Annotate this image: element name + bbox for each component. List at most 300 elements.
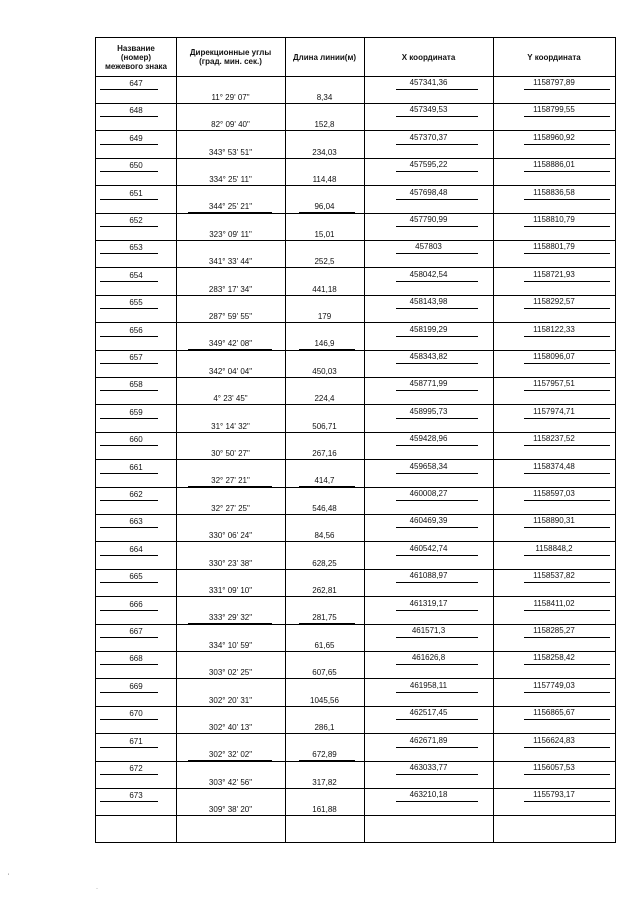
underline [396, 390, 478, 391]
underline [396, 610, 478, 611]
row-divider [96, 158, 615, 159]
underline [188, 596, 272, 597]
underline [100, 336, 158, 337]
sign-number: 655 [129, 298, 143, 308]
row-divider [96, 569, 615, 570]
underline [299, 815, 355, 816]
underline [524, 637, 610, 638]
row-divider [96, 678, 615, 679]
y-coordinate: 1158801,79 [533, 242, 575, 252]
direction-angle: 32° 27' 21" [211, 476, 250, 486]
underline [396, 555, 478, 556]
y-coordinate: 1156624,83 [533, 735, 575, 745]
sign-number: 659 [129, 407, 143, 417]
direction-angle: 343° 53' 51" [208, 147, 253, 157]
underline [188, 651, 272, 652]
row-divider [96, 788, 615, 789]
header-length-text: Длина линии(м) [292, 52, 357, 62]
underline [188, 486, 272, 487]
y-coordinate: 1158890,31 [533, 516, 575, 526]
direction-angle: 334° 25' 11" [209, 174, 252, 184]
underline [524, 363, 610, 364]
underline [396, 199, 478, 200]
underline [100, 445, 158, 446]
direction-angle: 309° 38' 20" [208, 805, 253, 815]
header-angle-text: Дирекционные углы (град. мин. сек.) [189, 48, 272, 66]
y-coordinate: 1157749,03 [533, 680, 575, 690]
sign-number: 654 [129, 270, 143, 280]
direction-angle: 4° 23' 45" [213, 394, 248, 404]
y-coordinate: 1158721,93 [533, 269, 575, 279]
y-coordinate: 1158411,02 [533, 598, 575, 608]
row-divider [96, 267, 615, 268]
direction-angle: 303° 42' 56" [208, 777, 253, 787]
underline [188, 760, 272, 761]
underline [299, 267, 355, 268]
underline [396, 445, 478, 446]
underline [299, 295, 355, 296]
underline [100, 582, 158, 583]
sign-number: 651 [129, 188, 143, 198]
underline [396, 692, 478, 693]
line-length: 8,34 [316, 92, 333, 102]
y-coordinate: 1155793,17 [533, 790, 575, 800]
line-length: 450,03 [312, 366, 337, 376]
row-divider [96, 624, 615, 625]
header-x-text: X координата [401, 52, 456, 62]
underline [100, 801, 158, 802]
sign-number: 660 [129, 435, 143, 445]
direction-angle: 323° 09' 11" [209, 229, 252, 239]
x-coordinate: 458343,82 [409, 352, 448, 361]
direction-angle: 32° 27' 25" [211, 503, 250, 513]
line-length: 286,1 [314, 722, 335, 732]
y-coordinate: 1158292,57 [533, 297, 575, 307]
row-divider [96, 103, 615, 104]
header-sign-text: Название (номер) межевого знака [104, 43, 168, 71]
direction-angle: 302° 20' 31" [208, 695, 253, 705]
sign-number: 649 [129, 133, 143, 143]
x-coordinate: 459658,34 [409, 461, 448, 471]
underline [299, 377, 355, 378]
sign-number: 666 [129, 599, 143, 609]
underline [396, 801, 478, 802]
sign-number: 658 [129, 380, 143, 390]
underline [188, 103, 272, 104]
sign-number: 665 [129, 572, 143, 582]
direction-angle: 11° 29' 07" [211, 92, 250, 102]
header-sign [96, 38, 176, 76]
x-coordinate: 463210,18 [409, 790, 448, 800]
x-coordinate: 458143,98 [409, 297, 448, 307]
sign-number: 657 [129, 353, 143, 362]
underline [524, 555, 610, 556]
sign-number: 664 [129, 544, 143, 554]
underline [396, 473, 478, 474]
underline [396, 171, 478, 172]
y-coordinate: 1158537,82 [533, 571, 575, 581]
underline [100, 308, 158, 309]
y-coordinate: 1158799,55 [533, 105, 575, 115]
line-length: 607,65 [312, 668, 337, 678]
direction-angle: 330° 06' 24" [208, 531, 253, 541]
x-coordinate: 461319,17 [409, 598, 448, 608]
underline [188, 541, 272, 542]
underline [524, 527, 610, 528]
underline [299, 432, 355, 433]
direction-angle: 303° 02' 25" [208, 668, 253, 678]
underline [299, 788, 355, 789]
header-y-text: Y координата [527, 52, 581, 62]
underline [100, 692, 158, 693]
underline [299, 404, 355, 405]
row-divider [96, 213, 615, 214]
underline [299, 486, 355, 487]
row-divider [96, 130, 615, 131]
underline [100, 363, 158, 364]
x-coordinate: 457790,99 [409, 215, 448, 224]
underline [524, 199, 610, 200]
underline [524, 664, 610, 665]
row-divider [96, 295, 615, 296]
x-coordinate: 460542,74 [409, 543, 448, 553]
row-divider [96, 815, 615, 816]
line-length: 96,04 [314, 202, 335, 212]
underline [100, 144, 158, 145]
underline [100, 637, 158, 638]
underline [188, 569, 272, 570]
underline [396, 418, 478, 419]
y-coordinate: 1158285,27 [533, 626, 575, 635]
underline [299, 349, 355, 350]
x-coordinate: 457349,53 [409, 105, 448, 115]
direction-angle: 349° 42' 08" [208, 339, 253, 349]
y-coordinate: 1158886,01 [533, 160, 575, 170]
y-coordinate: 1158096,07 [533, 352, 575, 361]
y-coordinate: 1158597,03 [533, 489, 575, 498]
y-coordinate: 1158374,48 [533, 461, 575, 471]
x-coordinate: 462517,45 [409, 708, 448, 718]
row-divider [96, 322, 615, 323]
underline [396, 336, 478, 337]
line-length: 224,4 [314, 394, 335, 404]
underline [100, 418, 158, 419]
underline [188, 706, 272, 707]
row-divider [96, 459, 615, 460]
direction-angle: 344° 25' 21" [208, 202, 253, 212]
margin-mark: ' [8, 874, 10, 880]
x-coordinate: 457595,22 [409, 160, 448, 170]
underline [396, 253, 478, 254]
underline [299, 596, 355, 597]
underline [396, 308, 478, 309]
underline [100, 281, 158, 282]
sign-number: 647 [129, 79, 143, 88]
underline [396, 363, 478, 364]
row-divider [96, 596, 615, 597]
line-length: 281,75 [312, 613, 337, 623]
underline [396, 500, 478, 501]
row-divider [96, 651, 615, 652]
underline [396, 144, 478, 145]
sign-number: 673 [129, 791, 143, 801]
underline [100, 527, 158, 528]
underline [299, 623, 355, 624]
underline [524, 582, 610, 583]
underline [299, 130, 355, 131]
underline [299, 678, 355, 679]
underline [188, 459, 272, 460]
row-divider [96, 404, 615, 405]
underline [188, 212, 272, 213]
underline [188, 185, 272, 186]
direction-angle: 331° 09' 10" [208, 585, 253, 595]
x-coordinate: 457341,36 [409, 78, 448, 87]
underline [524, 747, 610, 748]
y-coordinate: 1156057,53 [533, 763, 575, 772]
line-length: 152,8 [314, 120, 335, 130]
underline [524, 116, 610, 117]
underline [524, 418, 610, 419]
y-coordinate: 1157974,71 [533, 406, 575, 416]
direction-angle: 334° 10' 59" [208, 640, 253, 650]
row-divider [96, 733, 615, 734]
row-divider [96, 350, 615, 351]
x-coordinate: 460469,39 [409, 516, 448, 526]
y-coordinate: 1156865,67 [533, 708, 575, 718]
row-divider [96, 487, 615, 488]
underline [188, 322, 272, 323]
underline [396, 226, 478, 227]
underline [524, 473, 610, 474]
underline [100, 390, 158, 391]
line-length: 15,01 [314, 229, 335, 239]
y-coordinate: 1158848,2 [535, 543, 573, 553]
underline [524, 692, 610, 693]
line-length: 252,5 [314, 257, 335, 267]
underline [524, 253, 610, 254]
line-length: 234,03 [312, 147, 337, 157]
sign-number: 663 [129, 517, 143, 527]
underline [100, 199, 158, 200]
underline [100, 116, 158, 117]
underline [524, 336, 610, 337]
underline [100, 719, 158, 720]
sign-number: 670 [129, 709, 143, 719]
line-length: 84,56 [314, 531, 335, 541]
underline [524, 719, 610, 720]
y-coordinate: 1158960,92 [533, 132, 575, 142]
line-length: 441,18 [312, 284, 337, 294]
line-length: 546,48 [312, 503, 337, 513]
sign-number: 648 [129, 106, 143, 116]
underline [188, 130, 272, 131]
underline [299, 733, 355, 734]
underline [396, 116, 478, 117]
underline [524, 308, 610, 309]
underline [524, 390, 610, 391]
boundary-points-table [95, 37, 616, 843]
underline [299, 240, 355, 241]
y-coordinate: 1158258,42 [533, 653, 575, 663]
y-coordinate: 1158237,52 [533, 434, 575, 444]
sign-number: 662 [129, 490, 143, 499]
underline [299, 158, 355, 159]
line-length: 1045,56 [310, 695, 339, 705]
x-coordinate: 461571,3 [411, 626, 446, 635]
underline [188, 733, 272, 734]
row-divider [96, 761, 615, 762]
line-length: 179 [317, 311, 332, 321]
underline [396, 527, 478, 528]
underline [524, 226, 610, 227]
sign-number: 656 [129, 325, 143, 335]
row-divider [96, 541, 615, 542]
underline [396, 664, 478, 665]
x-coordinate: 460008,27 [409, 489, 448, 498]
x-coordinate: 458042,54 [409, 269, 448, 279]
row-divider [96, 377, 615, 378]
underline [524, 89, 610, 90]
x-coordinate: 463033,77 [409, 763, 448, 772]
underline [188, 623, 272, 624]
underline [100, 171, 158, 172]
sign-number: 653 [129, 243, 143, 253]
underline [524, 445, 610, 446]
margin-mark: · [96, 886, 98, 892]
underline [100, 664, 158, 665]
underline [299, 569, 355, 570]
underline [188, 815, 272, 816]
underline [100, 555, 158, 556]
line-length: 146,9 [314, 339, 335, 349]
row-divider [96, 240, 615, 241]
underline [188, 678, 272, 679]
underline [299, 103, 355, 104]
x-coordinate: 461958,11 [409, 680, 448, 690]
x-coordinate: 462671,89 [409, 735, 448, 745]
direction-angle: 341° 33' 44" [208, 257, 253, 267]
y-coordinate: 1158810,79 [533, 215, 575, 224]
underline [524, 774, 610, 775]
underline [299, 322, 355, 323]
underline [188, 432, 272, 433]
underline [188, 514, 272, 515]
y-coordinate: 1157957,51 [533, 379, 575, 389]
underline [524, 610, 610, 611]
x-coordinate: 458771,99 [409, 379, 448, 389]
underline [396, 747, 478, 748]
row-divider [96, 432, 615, 433]
sign-number: 669 [129, 681, 143, 691]
underline [100, 253, 158, 254]
sign-number: 661 [129, 462, 143, 472]
line-length: 628,25 [312, 558, 337, 568]
direction-angle: 287° 59' 55" [208, 311, 253, 321]
sign-number: 668 [129, 654, 143, 664]
line-length: 317,82 [312, 777, 337, 787]
underline [299, 514, 355, 515]
underline [396, 774, 478, 775]
underline [396, 281, 478, 282]
underline [100, 747, 158, 748]
line-length: 506,71 [312, 421, 337, 431]
direction-angle: 302° 40' 13" [208, 722, 253, 732]
underline [396, 89, 478, 90]
x-coordinate: 461626,8 [411, 653, 446, 663]
line-length: 161,88 [312, 805, 337, 815]
direction-angle: 283° 17' 34" [208, 284, 253, 294]
underline [396, 637, 478, 638]
direction-angle: 82° 09' 40" [211, 120, 250, 130]
sign-number: 671 [129, 736, 143, 746]
direction-angle: 342° 04' 04" [208, 366, 253, 376]
direction-angle: 31° 14' 32" [211, 421, 250, 431]
underline [524, 801, 610, 802]
line-length: 267,16 [312, 448, 337, 458]
header-length [285, 38, 364, 76]
underline [188, 240, 272, 241]
underline [188, 267, 272, 268]
underline [299, 706, 355, 707]
line-length: 262,81 [312, 585, 337, 595]
underline [299, 185, 355, 186]
underline [299, 459, 355, 460]
header-angle [176, 38, 285, 76]
y-coordinate: 1158122,33 [533, 324, 575, 334]
y-coordinate: 1158797,89 [533, 78, 575, 87]
underline [188, 158, 272, 159]
sign-number: 667 [129, 627, 143, 636]
underline [524, 281, 610, 282]
y-coordinate: 1158836,58 [533, 187, 575, 197]
direction-angle: 30° 50' 27" [211, 448, 250, 458]
header-y [493, 38, 615, 76]
underline [100, 500, 158, 501]
underline [524, 144, 610, 145]
sign-number: 652 [129, 216, 143, 225]
underline [100, 89, 158, 90]
underline [396, 582, 478, 583]
x-coordinate: 457698,48 [409, 187, 448, 197]
row-divider [96, 514, 615, 515]
line-length: 114,48 [312, 174, 337, 184]
line-length: 61,65 [314, 640, 335, 650]
direction-angle: 333° 29' 32" [208, 613, 253, 623]
underline [299, 212, 355, 213]
underline [188, 295, 272, 296]
underline [524, 500, 610, 501]
x-coordinate: 457370,37 [409, 132, 448, 142]
header-divider [96, 76, 615, 77]
underline [524, 171, 610, 172]
underline [299, 541, 355, 542]
sign-number: 650 [129, 161, 143, 171]
underline [299, 760, 355, 761]
header-x [364, 38, 493, 76]
underline [396, 719, 478, 720]
x-coordinate: 461088,97 [409, 571, 448, 581]
direction-angle: 330° 23' 38" [208, 558, 253, 568]
underline [100, 473, 158, 474]
direction-angle: 302° 32' 02" [208, 750, 253, 760]
x-coordinate: 459428,96 [409, 434, 448, 444]
sign-number: 672 [129, 764, 143, 773]
underline [188, 349, 272, 350]
underline [100, 226, 158, 227]
underline [188, 377, 272, 378]
underline [100, 774, 158, 775]
